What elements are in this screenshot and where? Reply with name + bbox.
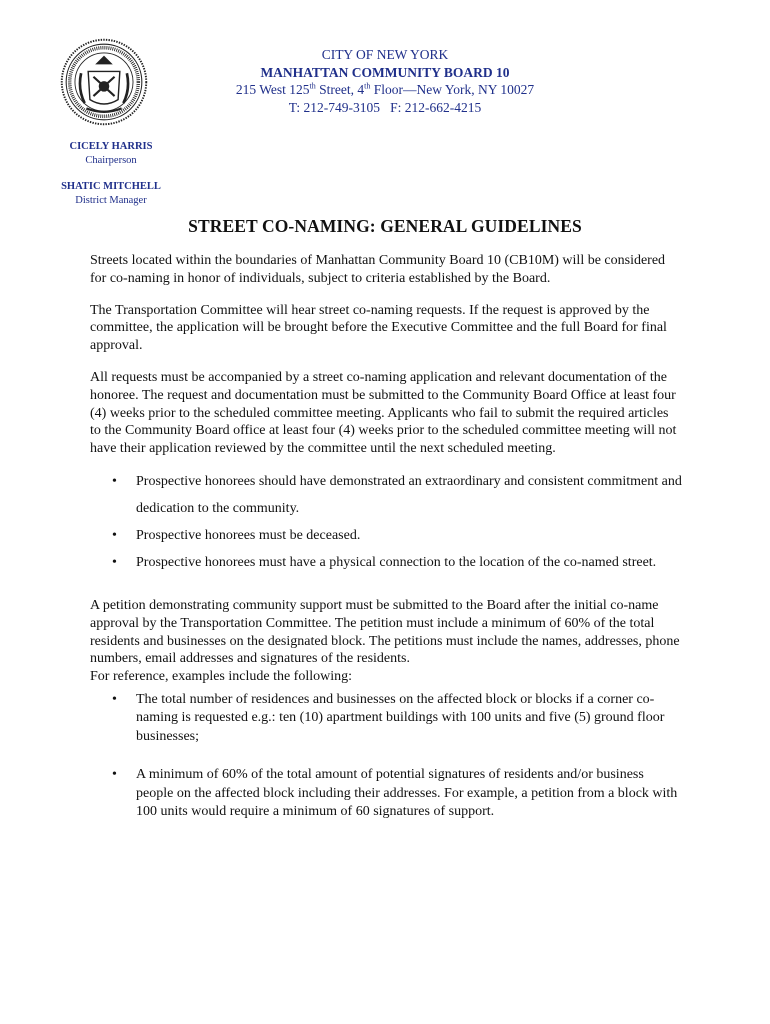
list-item: • The total number of residences and businesses on the affected block or blocks if a corner co-naming is requested e.g.: ten (10) apartment buildings with 100 units and five (5) ground floor businesses; (112, 691, 665, 744)
paragraph-committee-process: The Transportation Committee will hear street co-naming requests. If the request is approved by the committee, the application will be brought before the Executive Committee and the full Board for final approval. (90, 302, 667, 354)
paragraph-application-requirements: All requests must be accompanied by a street co-naming application and relevant documentation of the honoree. The request and documentation must be submitted to the Community Board Office at least four (4) weeks prior to the scheduled committee meeting. Applicants who fail to submit the required articles to the Community Board office at least four (4) weeks prior to the scheduled committee meeting will not have their application reviewed by the committee until the next scheduled meeting. (90, 369, 677, 457)
list-item: • Prospective honorees should have demonstrated an extraordinary and consistent commitment and dedication to the community. (90, 468, 682, 522)
document-title: STREET CO-NAMING: GENERAL GUIDELINES (188, 216, 582, 236)
honoree-criteria-list (90, 468, 682, 576)
district-manager-title: District Manager (75, 194, 147, 206)
chairperson-name: CICELY HARRIS (69, 141, 153, 152)
petition-examples-list (90, 691, 682, 822)
city-name: CITY OF NEW YORK (321, 47, 449, 62)
bullet-icon: • (112, 527, 117, 543)
board-name: MANHATTAN COMMUNITY BOARD 10 (260, 64, 510, 80)
board-address: 215 West 125th Street, 4th Floor—New York, NY 10027 (235, 81, 535, 97)
paragraph-boundaries: Streets located within the boundaries of Manhattan Community Board 10 (CB10M) will be considered for co-naming in honor of individuals, subject to criteria established by the Board. (90, 253, 666, 286)
list-item: • Prospective honorees must have a physical connection to the location of the co-named street. (90, 549, 682, 576)
nyc-city-seal-icon (60, 38, 148, 126)
district-manager-name: SHATIC MITCHELL (61, 181, 161, 192)
district-manager-block (40, 180, 182, 207)
chairperson-block (40, 140, 182, 167)
paragraph-petition: A petition demonstrating community support must be submitted to the Board after the initial co-name approval by the Transportation Committee. The petition must include a minimum of 60% of the total residents and businesses on the designated block. The petitions must include the names, addresses, phone numbers, email addresses and signatures of the residents. (90, 597, 680, 667)
bullet-icon: • (112, 767, 117, 783)
bullet-icon: • (112, 554, 117, 570)
list-item: • Prospective honorees must be deceased. (90, 522, 682, 549)
bullet-icon: • (112, 691, 117, 707)
bullet-icon: • (112, 473, 117, 489)
board-phone-fax: T: 212-749-3105 F: 212-662-4215 (288, 99, 482, 115)
letterhead (200, 46, 570, 116)
chairperson-title: Chairperson (85, 154, 137, 166)
document-body (90, 252, 682, 822)
reference-line: For reference, examples include the following: (90, 669, 353, 685)
list-item: • A minimum of 60% of the total amount of potential signatures of residents and/or business people on the affected block including their addresses. For example, a petition from a block with 100 units would require a minimum of 60 signatures of support. (112, 767, 678, 820)
